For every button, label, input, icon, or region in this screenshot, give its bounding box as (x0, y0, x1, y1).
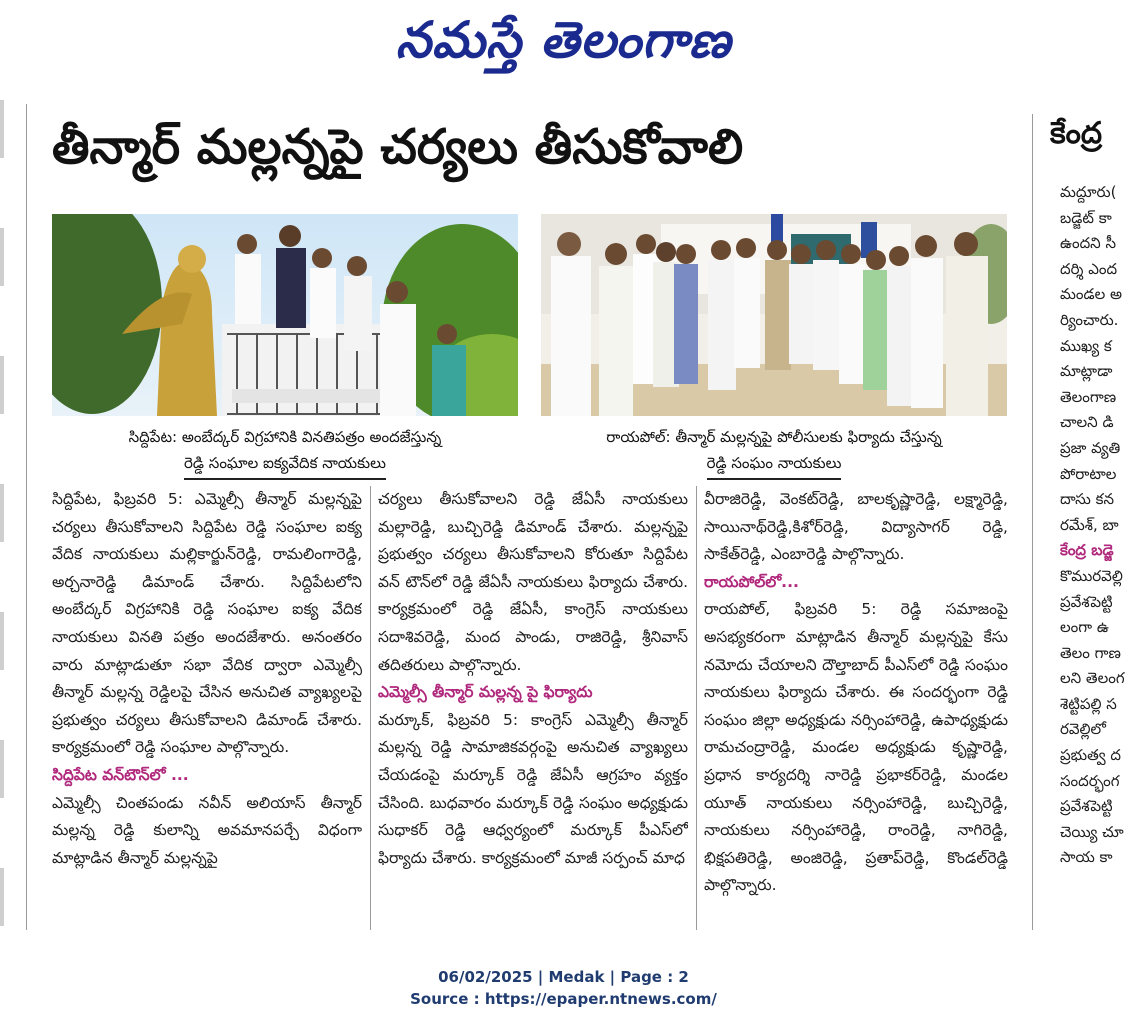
adjacent-line: లంగా ఉ (1060, 618, 1109, 637)
adjacent-line: ముఖ్య క (1060, 336, 1112, 355)
adjacent-line: బడ్జెట్ కా (1060, 208, 1112, 227)
article-paragraph: చర్యలు తీసుకోవాలని రెడ్డి జేఏసీ నాయకులు మల్లారెడ్డి, బుచ్చిరెడ్డి డిమాండ్ చేశారు. మల్లన్నపై ప్రభుత్వం చర్యలు తీసుకోవాలని కోరుతూ సిద్దిపేట వన్ టౌన్‌లో రెడ్డి జేఏసీ నాయకులు ఫిర్యాదు చేశారు. కార్యక్రమంలో రెడ్డి జేఏసీ, కాంగ్రెస్ నాయకులు సదాశివరెడ్డి, మంద పాండు, రాజిరెడ్డి, శ్రీనివాస్ తదితరులు పాల్గొన్నారు. (378, 490, 688, 674)
article-column-2 (378, 486, 688, 930)
caption-right-line1: రాయపోల్: తీన్మార్ మల్లన్నపై పోలీసులకు ఫిర్యాదు చేస్తున్న (606, 428, 942, 446)
adjacent-line: మాట్లాడా (1060, 362, 1113, 381)
adjacent-line: ర్యించారు. (1060, 310, 1119, 329)
newspaper-logo: నమస్తే తెలంగాణ (395, 10, 732, 69)
article-paragraph: మర్కూక్, ఫిబ్రవరి 5: కాంగ్రెస్ ఎమ్మెల్సీ తీన్మార్ మల్లన్న రెడ్డి సామాజికవర్గంపై అనుచిత వ్యాఖ్యలు చేయడంపై మర్కూక్ రెడ్డి జేఏసీ ఆగ్రహం వ్యక్తం చేసింది. బుధవారం మర్కూక్ రెడ్డి సంఘం అధ్యక్షుడు సుధాకర్ రెడ్డి ఆధ్వర్యంలో మర్కూక్ పీఎస్‌లో ఫిర్యాదు చేశారు. కార్యక్రమంలో మాజీ సర్పంచ్ మాధ (378, 710, 688, 867)
adjacent-line: సందర్భంగ (1060, 771, 1120, 790)
column-rule-right (1032, 114, 1033, 930)
article-paragraph: రాయపోల్, ఫిబ్రవరి 5: రెడ్డి సమాజంపై అసభ్యకరంగా మాట్లాడిన తీన్మార్ మల్లన్నపై కేసు నమోదు చేయాలని దౌల్తాబాద్ పీఎస్‌లో రెడ్డి సంఘం నాయకులు ఫిర్యాదు చేశారు. ఈ సందర్భంగా రెడ్డి సంఘం జిల్లా అధ్యక్షుడు నర్సింహారెడ్డి, ఉపాధ్యక్షుడు రామచంద్రారెడ్డి, మండల అధ్యక్షుడు కృష్ణారెడ్డి, ప్రధాన కార్యదర్శి నారెడ్డి ప్రభాకర్‌రెడ్డి, మండల యూత్ నాయకులు నర్సింహారెడ్డి, బుచ్చిరెడ్డి, నాయకులు నర్సింహారెడ్డి, రాంరెడ్డి, నాగిరెడ్డి, భిక్షపతిరెడ్డి, అంజిరెడ్డి, ప్రతాప్‌రెడ్డి, కొండల్‌రెడ్డి పాల్గొన్నారు. (704, 600, 1008, 895)
column-divider-2 (696, 486, 697, 930)
adjacent-line: రమేశ్, బా (1060, 515, 1119, 534)
article-headline: తీన్మార్ మల్లన్నపై చర్యలు తీసుకోవాలి (52, 119, 744, 175)
adjacent-line: మద్దూరు( (1060, 183, 1117, 201)
caption-left-line1: సిద్దిపేట: అంబేద్కర్ విగ్రహానికి వినతిపత్రం అందజేస్తున్న (128, 428, 442, 446)
masthead (0, 0, 1127, 84)
article-paragraph: ఎమ్మెల్సీ చింతపండు నవీన్ అలియాస్ తీన్మార్ మల్లన్న రెడ్డి కులాన్ని అవమానపర్చే విధంగా మాట్లాడిన తీన్మార్ మల్లన్నపై (52, 793, 362, 867)
article-subhead: ఎమ్మెల్సీ తీన్మార్ మల్లన్న పై ఫిర్యాదు (378, 683, 593, 702)
adjacent-line: కొమురవెల్లి (1060, 566, 1123, 585)
column-rule-left (26, 104, 27, 930)
adjacent-line: లని తెలంగ (1060, 669, 1125, 688)
caption-left-line2: రెడ్డి సంఘాల ఐక్యవేదిక నాయకులు (184, 450, 386, 480)
adjacent-line: మండల అ (1060, 285, 1122, 304)
adjacent-headline: కేంద్ర (1050, 116, 1103, 151)
adjacent-line: సాయ కా (1060, 848, 1113, 867)
footer-edition-info: 06/02/2025 | Medak | Page : 2 (438, 968, 689, 986)
photo-caption-right (541, 424, 1007, 480)
photo-caption-left (52, 424, 518, 480)
photo-siddipet (52, 214, 518, 416)
article-paragraph: సిద్దిపేట, ఫిబ్రవరి 5: ఎమ్మెల్సీ తీన్మార్ మల్లన్నపై చర్యలు తీసుకోవాలని సిద్దిపేట రెడ్డి సంఘాల ఐక్య వేదిక నాయకులు మల్లికార్జున్‌రెడ్డి, రామలింగారెడ్డి, అర్చనారెడ్డి డిమాండ్ చేశారు. సిద్దిపేటలోని అంబేద్కర్ విగ్రహానికి రెడ్డి సంఘాల ఐక్య వేదిక నాయకులు వినతి పత్రం అందజేశారు. అనంతరం వారు మాట్లాడుతూ సభా వేదిక ద్వారా ఎమ్మెల్సీ తీన్మార్ మల్లన్న రెడ్డిలపై చేసిన అనుచిత వ్యాఖ్యలపై ప్రభుత్వం చర్యలు తీసుకోవాలని డిమాండ్ చేశారు. కార్యక్రమంలో రెడ్డి సంఘాల పాల్గొన్నారు. (52, 490, 362, 757)
adjacent-line: రవెల్లిలో (1060, 720, 1106, 739)
adjacent-line: తెలంగాణ (1060, 387, 1117, 406)
adjacent-line: చాలని డి (1060, 413, 1114, 432)
footer-source-link[interactable]: Source : https://epaper.ntnews.com/ (410, 990, 717, 1008)
adjacent-line: ప్రవేశపెట్టి (1060, 797, 1113, 816)
adjacent-line: ఉందని సీ (1060, 234, 1116, 253)
adjacent-line: ప్రభుత్వ ద (1060, 746, 1121, 765)
article-paragraph: వీరాజిరెడ్డి, వెంకట్‌రెడ్డి, బాలకృష్ణారెడ్డి, లక్ష్మారెడ్డి, సాయినాథ్‌రెడ్డి,కిశోర్‌రెడ్డి, విద్యాసాగర్ రెడ్డి, సాకేత్‌రెడ్డి, ఎంబారెడ్డి పాల్గొన్నారు. (704, 490, 1008, 564)
adjacent-body (1040, 180, 1127, 871)
adjacent-line: దర్శి ఎంద (1060, 259, 1118, 278)
adjacent-line: శెట్టిపల్లి స (1060, 694, 1117, 713)
left-page-edge (0, 100, 6, 930)
article-column-3 (704, 486, 1008, 930)
adjacent-line: పోరాటాల (1060, 464, 1117, 483)
adjacent-subhead: కేంద్ర బడ్జె (1060, 541, 1114, 560)
adjacent-line: ప్రజా వ్యతి (1060, 438, 1121, 457)
article-subhead: సిద్దిపేట వన్‌టౌన్‌లో ... (52, 765, 189, 784)
caption-right-line2: రెడ్డి సంఘం నాయకులు (707, 450, 842, 480)
photo-rayapol (541, 214, 1007, 416)
column-divider-1 (370, 486, 371, 930)
article-subhead: రాయపోల్‌లో... (704, 572, 799, 591)
adjacent-line: ప్రవేశపెట్టి (1060, 592, 1113, 611)
article-column-1 (52, 486, 362, 930)
adjacent-line: తెలం గాణ (1060, 643, 1121, 662)
adjacent-line: దాసు కన (1060, 490, 1114, 509)
adjacent-article-strip (1040, 110, 1127, 930)
adjacent-line: చెయ్యి చూ (1060, 822, 1124, 841)
page-footer (0, 966, 1127, 1010)
